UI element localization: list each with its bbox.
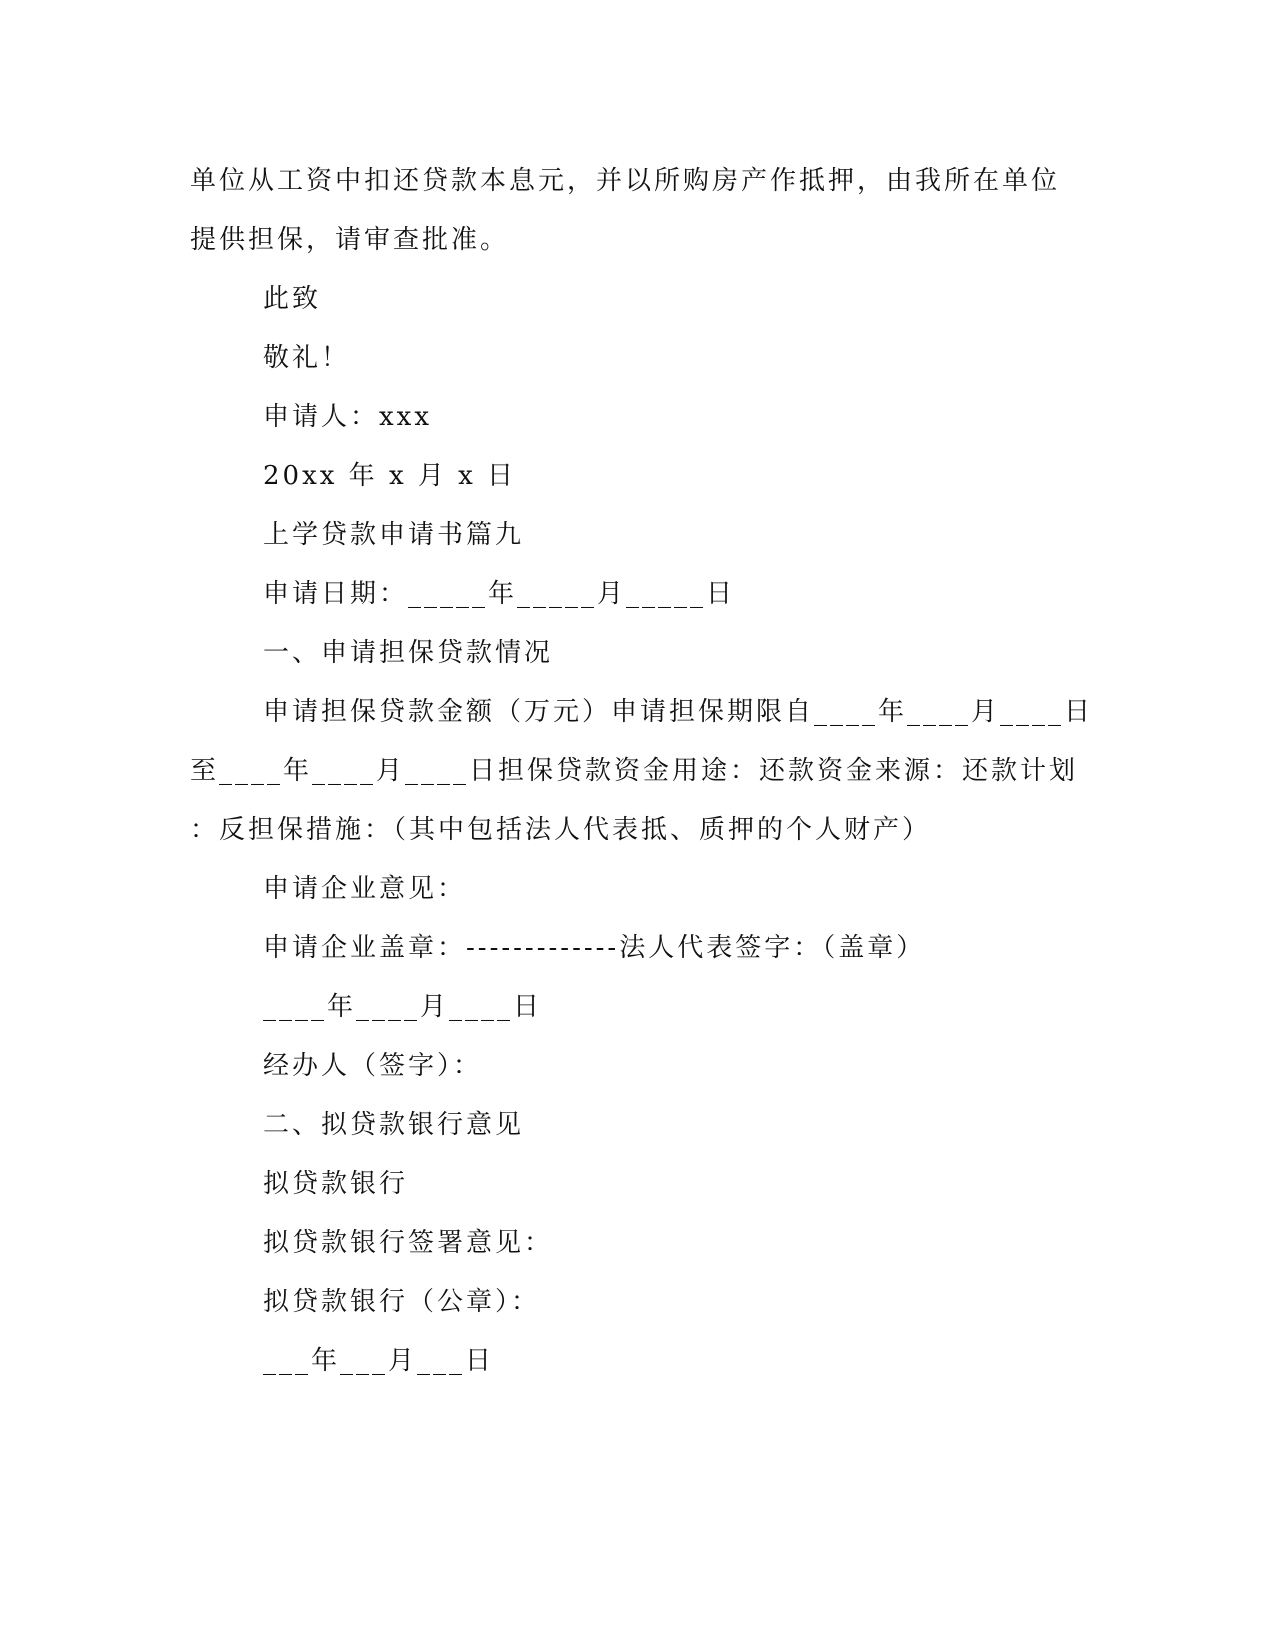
bank-opinion-line: 拟贷款银行签署意见：: [263, 1228, 554, 1258]
body-line-2: 提供担保，请审查批准。: [190, 225, 510, 255]
regards-line: 敬礼！: [263, 343, 351, 373]
bank-date-line: ___年___月___日: [263, 1346, 495, 1376]
bank-seal-line: 拟贷款银行（公章）：: [263, 1287, 541, 1317]
heading-part-two: 二、拟贷款银行意见: [263, 1110, 525, 1140]
enterprise-date-line: ____年____月____日: [263, 992, 543, 1022]
salutation-line: 此致: [263, 284, 322, 314]
enterprise-opinion-line: 申请企业意见：: [263, 874, 467, 904]
application-date-line: 申请日期：_____年_____月_____日: [263, 579, 736, 609]
applicant-line: 申请人：xxx: [263, 402, 432, 432]
handler-signature-line: 经办人（签字）：: [263, 1051, 483, 1081]
counter-guarantee-line: ：反担保措施：（其中包括法人代表抵、质押的个人财产）: [190, 815, 932, 845]
loan-period-line: 至____年____月____日担保贷款资金用途：还款资金来源：还款计划: [190, 756, 1079, 786]
bank-line: 拟贷款银行: [263, 1169, 409, 1199]
enterprise-seal-line: 申请企业盖章：-------------法人代表签字：（盖章）: [263, 933, 926, 963]
date-line: 20xx 年 x 月 x 日: [263, 461, 517, 491]
section-title: 上学贷款申请书篇九: [263, 520, 525, 550]
loan-amount-line: 申请担保贷款金额（万元）申请担保期限自____年____月____日: [263, 697, 1094, 727]
body-line-1: 单位从工资中扣还贷款本息元，并以所购房产作抵押，由我所在单位: [190, 166, 1061, 196]
heading-part-one: 一、申请担保贷款情况: [263, 638, 554, 668]
